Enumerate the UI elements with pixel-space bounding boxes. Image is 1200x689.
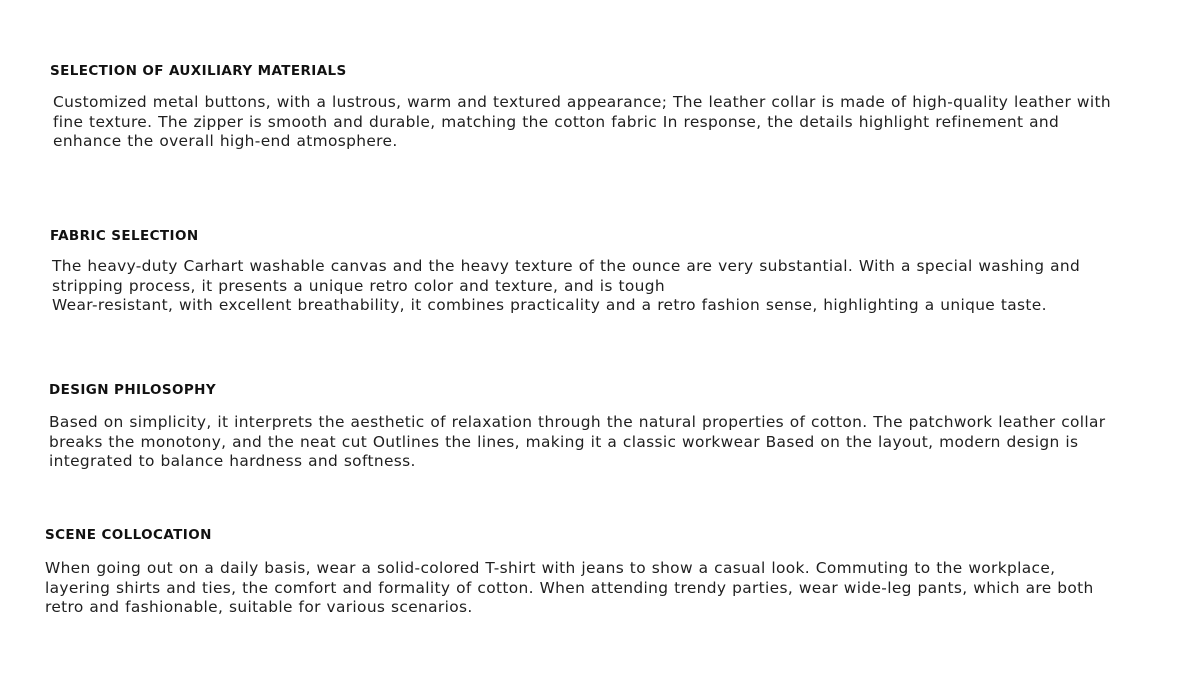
section-design-philosophy <box>49 382 1105 472</box>
body-line: stripping process, it presents a unique retro color and texture, and is tough <box>52 276 665 295</box>
body-line: integrated to balance hardness and softness. <box>49 452 416 470</box>
section-scene-collocation <box>45 527 1094 618</box>
section-body <box>53 93 1111 152</box>
body-line: Wear-resistant, with excellent breathability, it combines practicality and a retro fashion sense, highlighting a unique taste. <box>52 296 1047 314</box>
section-body <box>45 559 1094 618</box>
body-line: Based on simplicity, it interprets the aesthetic of relaxation through the natural properties of cotton. The patchwork leather collar <box>49 413 1106 431</box>
section-fabric-selection <box>50 228 1080 316</box>
body-line: layering shirts and ties, the comfort and formality of cotton. When attending trendy parties, wear wide-leg pants, which are both <box>45 578 1094 597</box>
section-heading: SCENE COLLOCATION <box>45 527 212 543</box>
section-heading: SELECTION OF AUXILIARY MATERIALS <box>50 63 347 79</box>
section-heading: FABRIC SELECTION <box>50 228 199 244</box>
body-line: Customized metal buttons, with a lustrous, warm and textured appearance; The leather collar is made of high-quality leather with <box>53 93 1111 111</box>
body-line: fine texture. The zipper is smooth and durable, matching the cotton fabric In response, the details highlight refinement and <box>53 112 1060 131</box>
section-auxiliary-materials <box>50 63 1111 152</box>
body-line: The heavy-duty Carhart washable canvas and the heavy texture of the ounce are very substantial. With a special washing and <box>52 257 1081 275</box>
body-line: retro and fashionable, suitable for various scenarios. <box>45 598 473 616</box>
section-body <box>52 257 1080 316</box>
section-body <box>49 413 1105 472</box>
body-line: enhance the overall high-end atmosphere. <box>53 132 398 150</box>
body-line: breaks the monotony, and the neat cut Outlines the lines, making it a classic workwear Based on the layout, modern design is <box>49 432 1079 451</box>
section-heading: DESIGN PHILOSOPHY <box>49 382 217 398</box>
body-line: When going out on a daily basis, wear a solid-colored T-shirt with jeans to show a casual look. Commuting to the workplace, <box>45 559 1056 577</box>
